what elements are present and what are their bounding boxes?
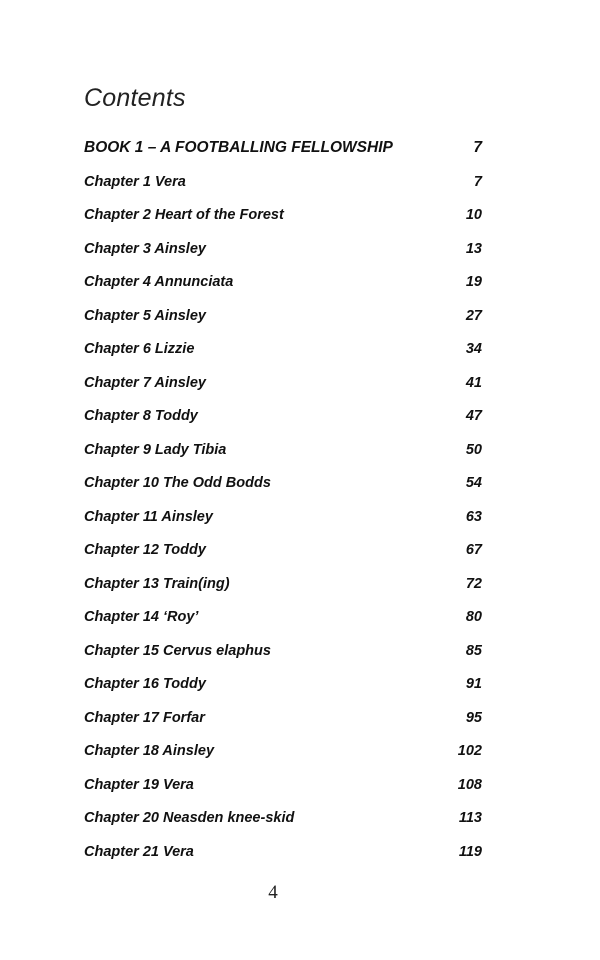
toc-chapter-page: 80 (465, 609, 482, 626)
toc-chapter-entry (84, 768, 482, 802)
toc-chapter-title: Chapter 6 Lizzie (84, 341, 195, 358)
toc-chapter-entry (84, 400, 482, 434)
toc-chapter-page: 102 (457, 743, 482, 760)
toc-chapter-title: Chapter 9 Lady Tibia (84, 441, 227, 458)
toc-chapter-title: Chapter 8 Toddy (84, 408, 198, 425)
toc-chapter-entry (84, 802, 482, 836)
toc-book-title: BOOK 1 – A FOOTBALLING FELLOWSHIP (84, 139, 393, 156)
toc-chapter-page: 10 (465, 207, 482, 224)
toc-chapter-entry (84, 735, 482, 769)
toc-book-page: 7 (473, 139, 482, 156)
toc-chapter-title: Chapter 16 Toddy (84, 676, 206, 693)
toc-chapter-page: 27 (465, 307, 482, 324)
toc-chapter-entry (84, 199, 482, 233)
toc-chapter-title: Chapter 21 Vera (84, 843, 194, 860)
toc-chapter-entry (84, 634, 482, 668)
toc-chapter-title: Chapter 4 Annunciata (84, 274, 234, 291)
toc-chapter-page: 91 (465, 676, 482, 693)
toc-chapter-page: 119 (458, 843, 482, 860)
toc-chapter-title: Chapter 1 Vera (84, 173, 186, 190)
toc-chapter-title: Chapter 7 Ainsley (84, 374, 206, 391)
toc-chapter-entry (84, 333, 482, 367)
toc-chapter-entry (84, 835, 482, 869)
toc-chapter-title: Chapter 5 Ainsley (84, 307, 206, 324)
toc-chapter-title: Chapter 18 Ainsley (84, 743, 215, 760)
toc-chapter-page: 41 (465, 374, 482, 391)
toc-chapter-page: 108 (457, 776, 482, 793)
toc-chapter-page: 19 (465, 274, 482, 291)
toc-chapter-entry (84, 232, 482, 266)
toc-chapter-page: 7 (473, 173, 482, 190)
toc-chapter-title: Chapter 12 Toddy (84, 542, 206, 559)
toc-chapter-title: Chapter 19 Vera (84, 776, 194, 793)
toc-chapter-entry (84, 601, 482, 635)
toc-chapter-page: 47 (465, 408, 482, 425)
toc-chapter-entry (84, 299, 482, 333)
toc-chapter-entry (84, 534, 482, 568)
toc-chapter-entry (84, 567, 482, 601)
toc-chapter-entry (84, 266, 482, 300)
page-number: 4 (268, 882, 278, 903)
toc-chapter-title: Chapter 11 Ainsley (84, 508, 213, 525)
toc-chapter-entry (84, 433, 482, 467)
contents-heading: Contents (84, 84, 186, 112)
toc-chapter-entry (84, 366, 482, 400)
toc-chapter-page: 67 (465, 542, 482, 559)
toc-chapter-title: Chapter 2 Heart of the Forest (84, 207, 284, 224)
table-of-contents (84, 131, 482, 869)
toc-chapter-entry (84, 668, 482, 702)
toc-book-entry (84, 131, 482, 165)
toc-chapter-page: 72 (465, 575, 482, 592)
toc-chapter-page: 54 (465, 475, 482, 492)
toc-chapter-page: 113 (458, 810, 482, 827)
toc-chapter-page: 63 (465, 508, 482, 525)
toc-chapter-title: Chapter 17 Forfar (84, 709, 205, 726)
toc-chapter-title: Chapter 13 Train(ing) (84, 575, 230, 592)
toc-chapter-entry (84, 165, 482, 199)
toc-chapter-page: 13 (465, 240, 482, 257)
toc-chapter-page: 34 (465, 341, 482, 358)
toc-chapter-entry (84, 500, 482, 534)
toc-chapter-title: Chapter 20 Neasden knee-skid (84, 810, 295, 827)
toc-chapter-entry (84, 467, 482, 501)
toc-chapter-page: 85 (465, 642, 482, 659)
toc-chapter-page: 95 (465, 709, 482, 726)
toc-chapter-page: 50 (465, 441, 482, 458)
toc-chapter-title: Chapter 3 Ainsley (84, 240, 206, 257)
toc-chapter-title: Chapter 10 The Odd Bodds (84, 475, 271, 492)
toc-chapter-entry (84, 701, 482, 735)
toc-chapter-title: Chapter 14 ‘Roy’ (84, 609, 199, 626)
toc-chapter-title: Chapter 15 Cervus elaphus (84, 642, 271, 659)
